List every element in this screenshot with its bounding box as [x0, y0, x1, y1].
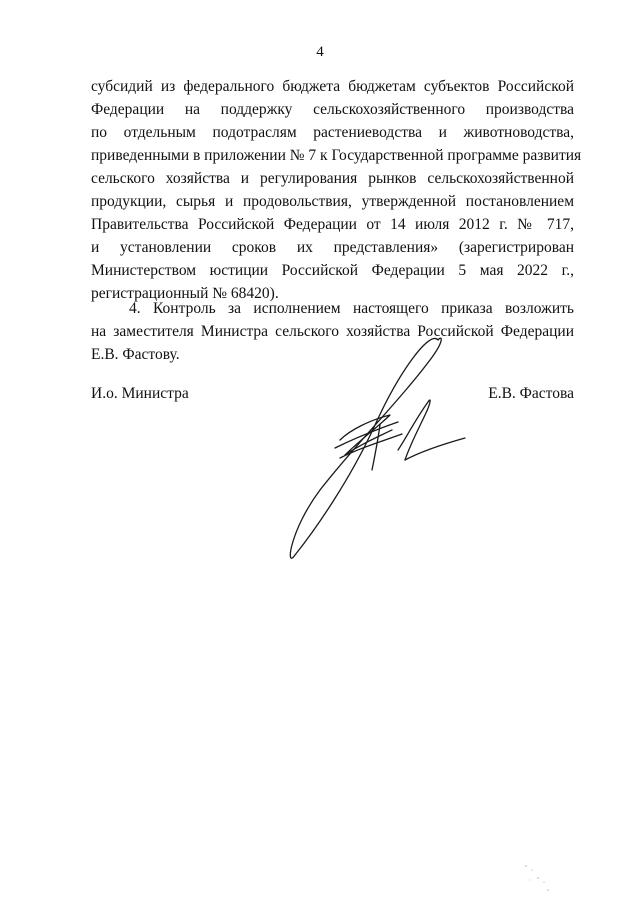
text-line: приведенными в приложении № 7 к Государственной программе развития [91, 147, 582, 164]
signatory-title: И.о. Министра [91, 385, 189, 402]
text-line: 4. Контроль за исполнением настоящего приказа возложить [129, 300, 574, 317]
paragraph-3-continuation [91, 75, 582, 305]
handwritten-signature [280, 330, 480, 570]
text-line: и установлении сроков их представления» (зарегистрирован [91, 239, 574, 256]
text-line: сельского хозяйства и регулирования рынков сельскохозяйственной [91, 170, 574, 187]
text-line: Федерации на поддержку сельскохозяйственного производства [91, 101, 574, 118]
text-line: Е.В. Фастову. [91, 346, 180, 363]
text-line: на заместителя Министра сельского хозяйства Российской Федерации [91, 323, 574, 340]
page-number: 4 [316, 44, 324, 60]
text-line: субсидий из федерального бюджета бюджетам субъектов Российской [91, 78, 574, 95]
text-line: регистрационный № 68420). [91, 285, 279, 302]
signatory-name: Е.В. Фастова [488, 385, 574, 402]
text-line: продукции, сырья и продовольствия, утвержденной постановлением [91, 193, 574, 210]
text-line: Правительства Российской Федерации от 14 июля 2012 г. № 717, [91, 216, 574, 233]
scan-marks [520, 860, 560, 900]
text-line: Министерством юстиции Российской Федерации 5 мая 2022 г., [91, 262, 574, 279]
text-line: по отдельным подотраслям растениеводства и животноводства, [91, 124, 574, 141]
